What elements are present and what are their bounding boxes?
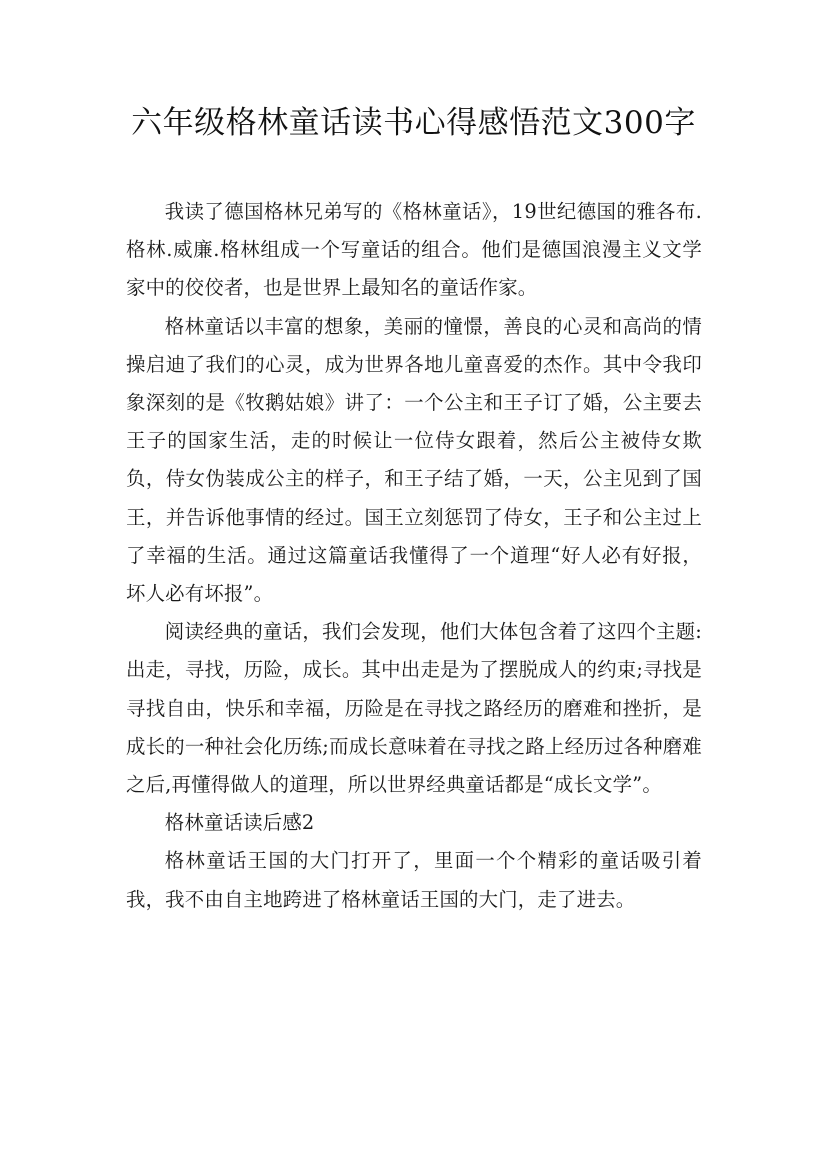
section-heading: 格林童话读后感2	[164, 811, 315, 835]
document-title: 六年级格林童话读书心得感悟范文300字	[131, 105, 696, 141]
paragraph-story: 格林童话以丰富的想象，美丽的憧憬，善良的心灵和高尚的情操启迪了我们的心灵，成为世界各地儿童喜爱的杰作。其中令我印象深刻的是《牧鹅姑娘》讲了：一个公主和王子订了婚，公主要去王子的国家生活，走的时候让一位侍女跟着，然后公主被侍女欺负，侍女伪装成公主的样子，和王子结了婚，一天，公主见到了国王，并告诉他事情的经过。国王立刻惩罚了侍女，王子和公主过上了幸福的生活。通过这篇童话我懂得了一个道理“好人必有好报，坏人必有坏报”。	[126, 314, 702, 606]
paragraph-intro: 我读了德国格林兄弟写的《格林童话》，19世纪德国的雅各布.格林.威廉.格林组成一个写童话的组合。他们是德国浪漫主义文学家中的佼佼者，也是世界上最知名的童话作家。	[126, 200, 702, 300]
document-body	[126, 193, 702, 919]
paragraph-kingdom: 格林童话王国的大门打开了，里面一个个精彩的童话吸引着我，我不由自主地跨进了格林童话王国的大门，走了进去。	[126, 849, 702, 911]
paragraph-themes: 阅读经典的童话，我们会发现，他们大体包含着了这四个主题:出走，寻找，历险，成长。其中出走是为了摆脱成人的约束;寻找是寻找自由，快乐和幸福，历险是在寻找之路经历的磨难和挫折，是成长的一种社会化历练;而成长意味着在寻找之路上经历过各种磨难之后,再懂得做人的道理，所以世界经典童话都是“成长文学”。	[126, 620, 702, 797]
